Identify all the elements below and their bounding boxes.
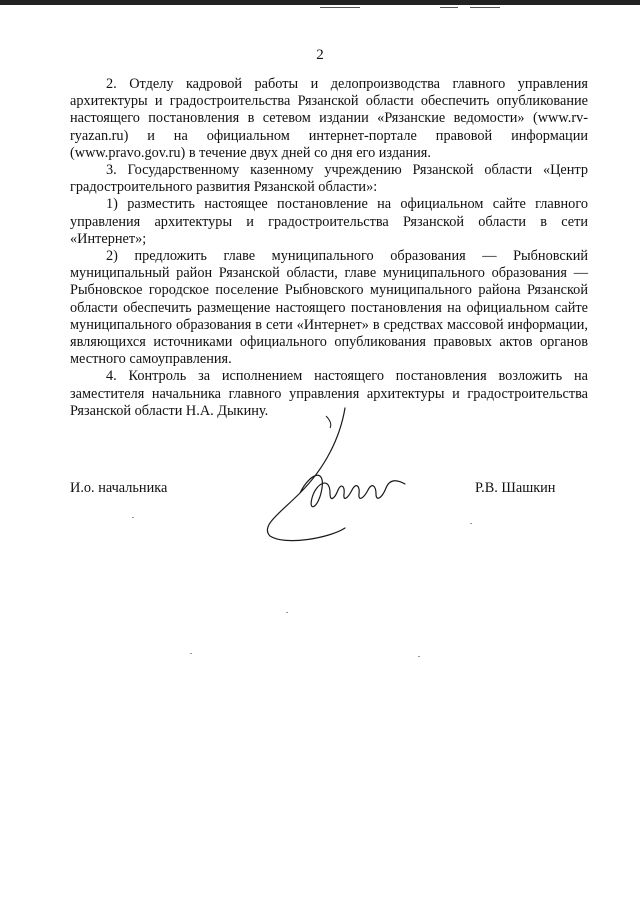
scan-mark <box>470 7 500 8</box>
scan-mark <box>440 7 458 8</box>
signer-name: Р.В. Шашкин <box>475 480 556 496</box>
scan-speck <box>132 517 134 518</box>
scan-speck <box>470 523 472 524</box>
top-border-rule <box>0 0 640 5</box>
scan-speck <box>418 656 420 657</box>
scan-mark <box>320 7 360 8</box>
scan-speck <box>190 653 192 654</box>
paragraph-4: 4. Контроль за исполнением настоящего постановления возложить на заместителя начальника главного управления архитектуры и градостроительства Рязанской области Н.А. Дыкину. <box>70 368 588 419</box>
paragraph-2: 2. Отделу кадровой работы и делопроизводства главного управления архитектуры и градостроительства Рязанской области обеспечить опубликование настоящего постановления в сетевом издании «Рязанские ведомости» (www.rv-ryazan.ru) и на официальном интернет-портале правовой информации (www.pravo.gov.ru) в течение двух дней со дня его издания. <box>70 76 588 161</box>
paragraph-3-item-2: 2) предложить главе муниципального образования — Рыбновский муниципальный район Рязанской области, главе муниципального образования — Рыбновское городское поселение Рыбновского муниципального района Рязанской области обеспечить размещение настоящего постановления на официальном сайте муниципального образования в сети «Интернет» в средствах массовой информации, являющихся источниками официального опубликования правовых актов органов местного самоуправления. <box>70 248 588 368</box>
paragraph-3: 3. Государственному казенному учреждению Рязанской области «Центр градостроительного развития Рязанской области»: <box>70 162 588 196</box>
handwritten-signature <box>230 398 430 548</box>
position-title: И.о. начальника <box>70 480 168 496</box>
document-body <box>70 76 588 420</box>
scan-speck <box>286 612 288 613</box>
page-number: 2 <box>316 47 324 63</box>
paragraph-3-item-1: 1) разместить настоящее постановление на официальном сайте главного управления архитектуры и градостроительства Рязанской области в сети «Интернет»; <box>70 196 588 247</box>
